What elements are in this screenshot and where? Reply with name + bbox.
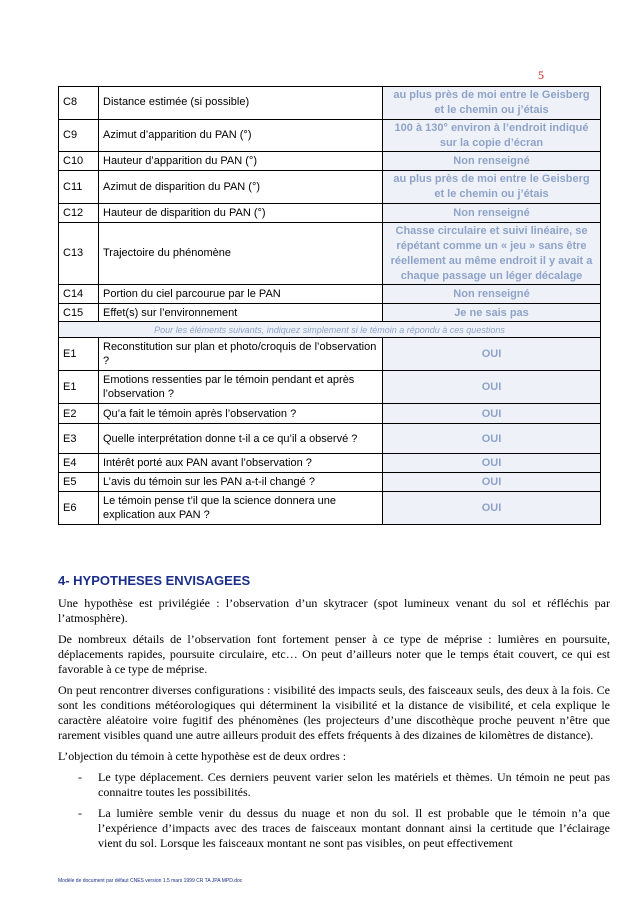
row-answer: Non renseigné	[383, 204, 601, 223]
row-answer: Je ne sais pas	[383, 304, 601, 322]
paragraph: Une hypothèse est privilégiée : l’observation d’un skytracer (spot lumineux venant du sol et réfléchis par l’atmosphère).	[58, 596, 610, 625]
row-label: Intérêt porté aux PAN avant l’observation ?	[99, 454, 383, 473]
objection-list	[58, 770, 610, 851]
section-note-row	[59, 322, 601, 338]
row-label: Quelle interprétation donne t-il a ce qu’il a observé ?	[99, 424, 383, 454]
row-label: Portion du ciel parcourue par le PAN	[99, 285, 383, 304]
table-row	[59, 152, 601, 171]
row-label: Azimut de disparition du PAN (°)	[99, 171, 383, 204]
row-answer: OUI	[383, 404, 601, 424]
row-label: Effet(s) sur l’environnement	[99, 304, 383, 322]
row-code: C12	[59, 204, 99, 223]
table-row	[59, 404, 601, 424]
row-label: Reconstitution sur plan et photo/croquis de l’observation ?	[99, 338, 383, 371]
row-code: C15	[59, 304, 99, 322]
table-row	[59, 304, 601, 322]
row-code: C10	[59, 152, 99, 171]
row-label: Hauteur d’apparition du PAN (°)	[99, 152, 383, 171]
bullet-marker: -	[78, 806, 82, 820]
section-note: Pour les éléments suivants, indiquez simplement si le témoin a répondu à ces questions	[59, 322, 601, 338]
observation-table	[58, 86, 601, 525]
row-answer: 100 à 130° environ à l’endroit indiqué sur la copie d’écran	[383, 119, 601, 152]
list-item	[58, 806, 610, 851]
table-row	[59, 473, 601, 492]
row-code: E6	[59, 492, 99, 525]
table-row	[59, 171, 601, 204]
row-answer: OUI	[383, 473, 601, 492]
row-answer: OUI	[383, 492, 601, 525]
row-answer: OUI	[383, 371, 601, 404]
row-code: E2	[59, 404, 99, 424]
section-title: 4- HYPOTHESES ENVISAGEES	[58, 573, 251, 588]
list-item-text: Le type déplacement. Ces derniers peuvent varier selon les matériels et thèmes. Un témoin ne peut pas connaitre toutes les possibilités.	[98, 770, 610, 799]
paragraph: De nombreux détails de l’observation font fortement penser à ce type de méprise : lumières en poursuite, déplacements rapides, poursuite circulaire, etc… On peut d’ailleurs noter que le temps était couvert, ce qui est favorable à ce type de méprise.	[58, 632, 610, 676]
row-code: E5	[59, 473, 99, 492]
row-code: C13	[59, 223, 99, 285]
table-row	[59, 454, 601, 473]
table-row	[59, 492, 601, 525]
row-code: E3	[59, 424, 99, 454]
table-row	[59, 338, 601, 371]
row-code: C11	[59, 171, 99, 204]
row-answer: OUI	[383, 338, 601, 371]
row-code: C9	[59, 119, 99, 152]
table-row	[59, 424, 601, 454]
table-row	[59, 119, 601, 152]
row-answer: OUI	[383, 454, 601, 473]
list-item-text: La lumière semble venir du dessus du nuage et non du sol. Il est probable que le témoin n’a que l’expérience d’impacts avec des traces de faisceaux montant donnant ainsi la certitude que l’éclairage vient du sol. Lorsque les faisceaux montant ne sont pas visibles, on peut effectivement	[98, 806, 610, 850]
paragraph: On peut rencontrer diverses configurations : visibilité des impacts seuls, des faisceaux seuls, des deux à la fois. Ce sont les conditions météorologiques qui déterminent la visibilité et la distance de visibilité, et cela explique le caractère aléatoire voire fugitif des phénomènes (les projecteurs d’une discothèque proche peuvent n’être que rarement visibles quand une autre ailleurs produit des effets fréquents à des dizaines de kilomètres de distance).	[58, 683, 610, 742]
document-footer: Modèle de document par défaut CNES version 1.5 mars 1999 CR TA JPA MPD.doc	[58, 878, 243, 884]
row-code: E1	[59, 371, 99, 404]
row-label: Qu’a fait le témoin après l’observation ?	[99, 404, 383, 424]
row-code: E1	[59, 338, 99, 371]
list-item	[58, 770, 610, 800]
row-answer: au plus près de moi entre le Geisberg et le chemin ou j’étais	[383, 171, 601, 204]
row-answer: Chasse circulaire et suivi linéaire, se répétant comme un « jeu » sans être réellement au même endroit il y avait a chaque passage un léger décalage	[383, 223, 601, 285]
table-row	[59, 223, 601, 285]
row-answer: Non renseigné	[383, 285, 601, 304]
row-answer: au plus près de moi entre le Geisberg et le chemin ou j’étais	[383, 87, 601, 120]
table-row	[59, 371, 601, 404]
paragraph: L’objection du témoin à cette hypothèse est de deux ordres :	[58, 749, 347, 763]
row-label: Azimut d’apparition du PAN (°)	[99, 119, 383, 152]
table-row	[59, 285, 601, 304]
row-label: Distance estimée (si possible)	[99, 87, 383, 120]
table-row	[59, 87, 601, 120]
row-label: Hauteur de disparition du PAN (°)	[99, 204, 383, 223]
row-label: L’avis du témoin sur les PAN a-t-il changé ?	[99, 473, 383, 492]
row-answer: Non renseigné	[383, 152, 601, 171]
section-body	[58, 596, 610, 857]
table-row	[59, 204, 601, 223]
row-label: Le témoin pense t’il que la science donnera une explication aux PAN ?	[99, 492, 383, 525]
bullet-marker: -	[78, 770, 82, 784]
row-code: E4	[59, 454, 99, 473]
row-answer: OUI	[383, 424, 601, 454]
page-number: 5	[538, 68, 544, 82]
row-code: C8	[59, 87, 99, 120]
row-label: Trajectoire du phénomène	[99, 223, 383, 285]
row-label: Emotions ressenties par le témoin pendant et après l’observation ?	[99, 371, 383, 404]
row-code: C14	[59, 285, 99, 304]
